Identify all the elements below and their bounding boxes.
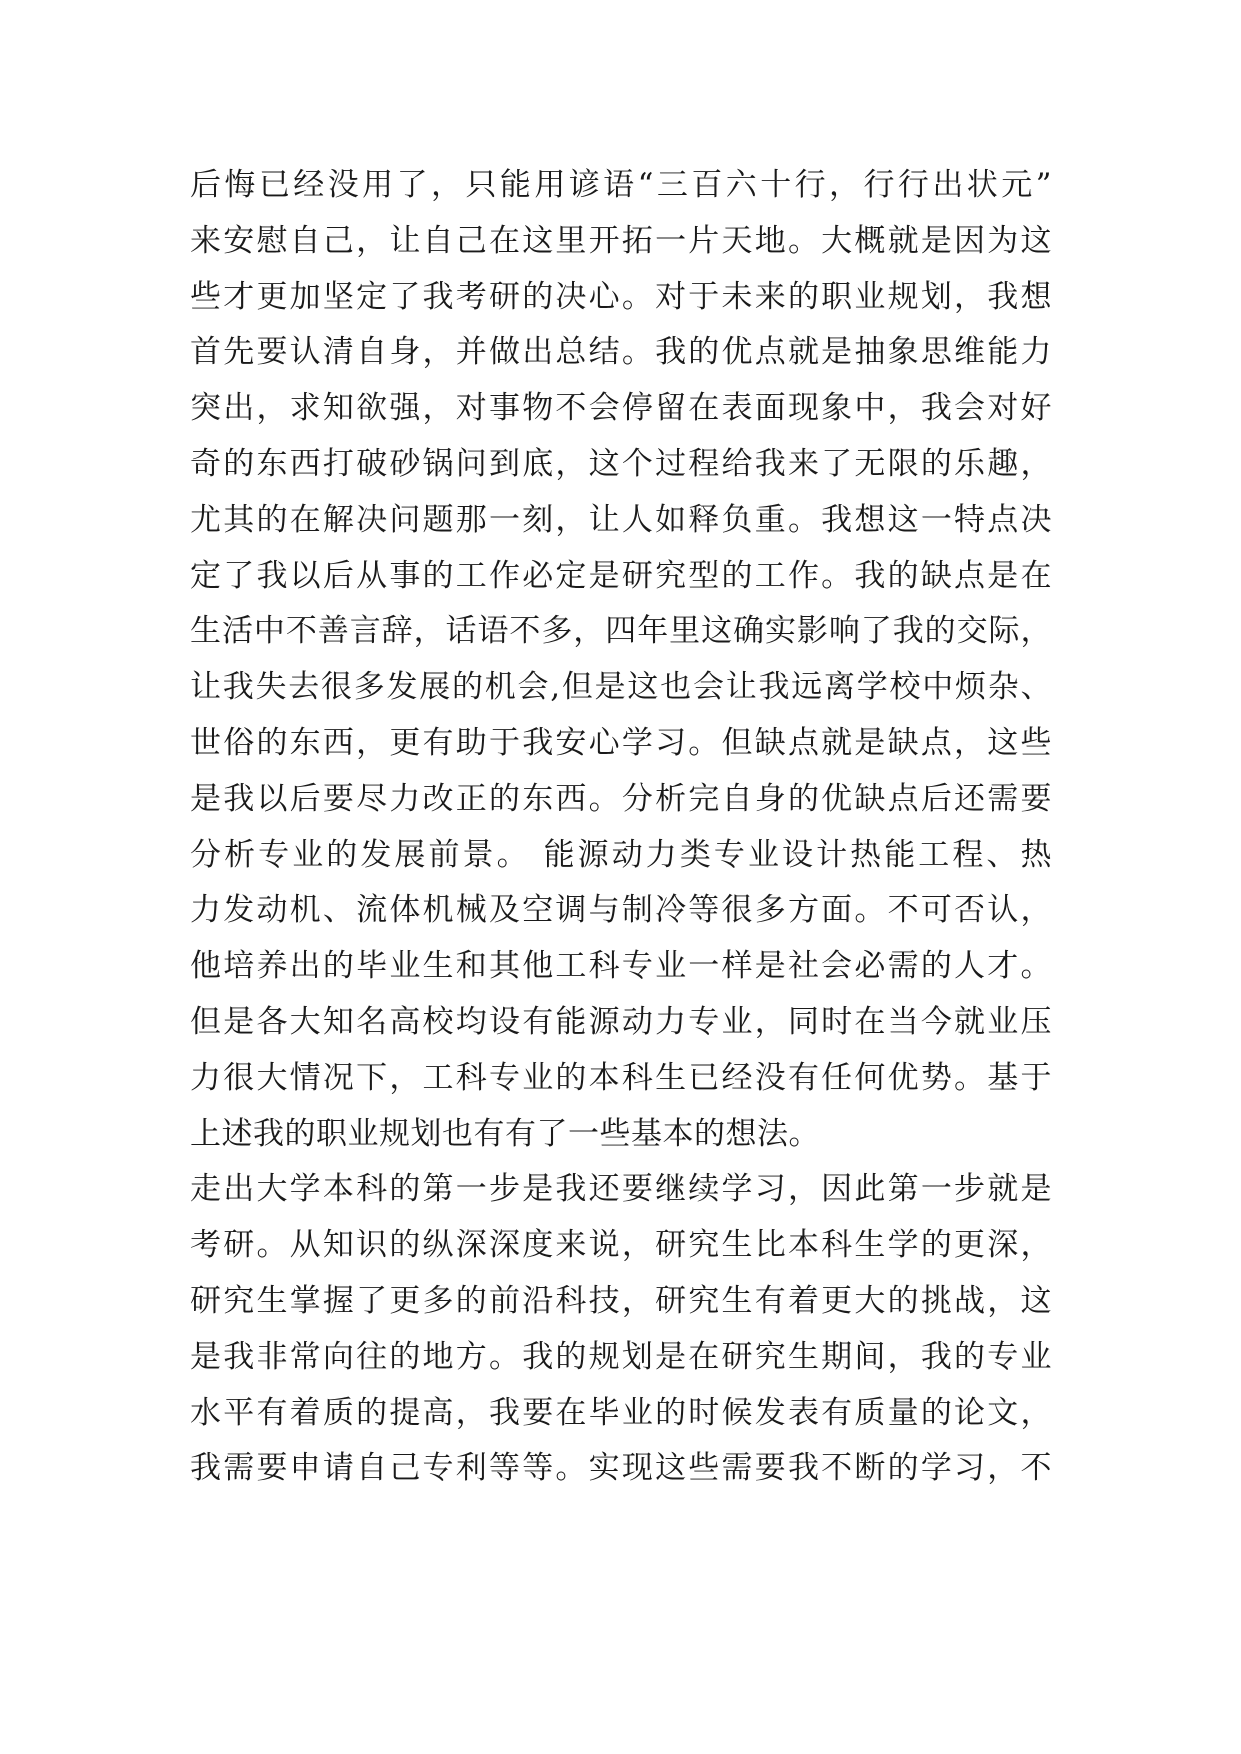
text-line-14: 力发动机、流体机械及空调与制冷等很多方面。不可否认，	[190, 892, 1052, 929]
text-line-3: 些才更加坚定了我考研的决心。对于未来的职业规划，我想	[190, 278, 1052, 315]
text-line-12: 是我以后要尽力改正的东西。分析完自身的优缺点后还需要	[190, 780, 1052, 817]
text-line-2: 来安慰自己，让自己在这里开拓一片天地。大概就是因为这	[190, 222, 1052, 259]
text-line-24: 我需要申请自己专利等等。实现这些需要我不断的学习，不	[190, 1450, 1052, 1487]
text-line-20: 考研。从知识的纵深深度来说，研究生比本科生学的更深，	[190, 1227, 1052, 1264]
text-line-23: 水平有着质的提高，我要在毕业的时候发表有质量的论文，	[190, 1394, 1052, 1431]
text-line-16: 但是各大知名高校均设有能源动力专业，同时在当今就业压	[190, 1003, 1052, 1040]
text-line-1: 后悔已经没用了，只能用谚语“三百六十行，行行出状元”	[190, 167, 1052, 203]
text-line-13: 分析专业的发展前景。 能源动力类专业设计热能工程、热	[190, 836, 1052, 873]
text-line-5: 突出，求知欲强，对事物不会停留在表面现象中，我会对好	[190, 390, 1052, 427]
text-line-18: 上述我的职业规划也有有了一些基本的想法。	[190, 1115, 820, 1152]
text-line-17: 力很大情况下，工科专业的本科生已经没有任何优势。基于	[190, 1059, 1052, 1096]
body-text	[190, 158, 1052, 1497]
text-line-21: 研究生掌握了更多的前沿科技，研究生有着更大的挑战，这	[190, 1282, 1052, 1319]
text-line-15: 他培养出的毕业生和其他工科专业一样是社会必需的人才。	[190, 948, 1052, 985]
text-line-9: 生活中不善言辞，话语不多，四年里这确实影响了我的交际，	[190, 613, 1052, 650]
text-line-11: 世俗的东西，更有助于我安心学习。但缺点就是缺点，这些	[190, 724, 1052, 761]
text-line-7: 尤其的在解决问题那一刻，让人如释负重。我想这一特点决	[190, 501, 1052, 538]
text-line-8: 定了我以后从事的工作必定是研究型的工作。我的缺点是在	[190, 557, 1052, 594]
text-line-6: 奇的东西打破砂锅问到底，这个过程给我来了无限的乐趣，	[190, 445, 1052, 482]
text-line-22: 是我非常向往的地方。我的规划是在研究生期间，我的专业	[190, 1338, 1052, 1375]
text-line-19: 走出大学本科的第一步是我还要继续学习，因此第一步就是	[190, 1171, 1052, 1208]
text-line-4: 首先要认清自身，并做出总结。我的优点就是抽象思维能力	[190, 334, 1052, 371]
text-line-10: 让我失去很多发展的机会,但是这也会让我远离学校中烦杂、	[190, 669, 1052, 706]
